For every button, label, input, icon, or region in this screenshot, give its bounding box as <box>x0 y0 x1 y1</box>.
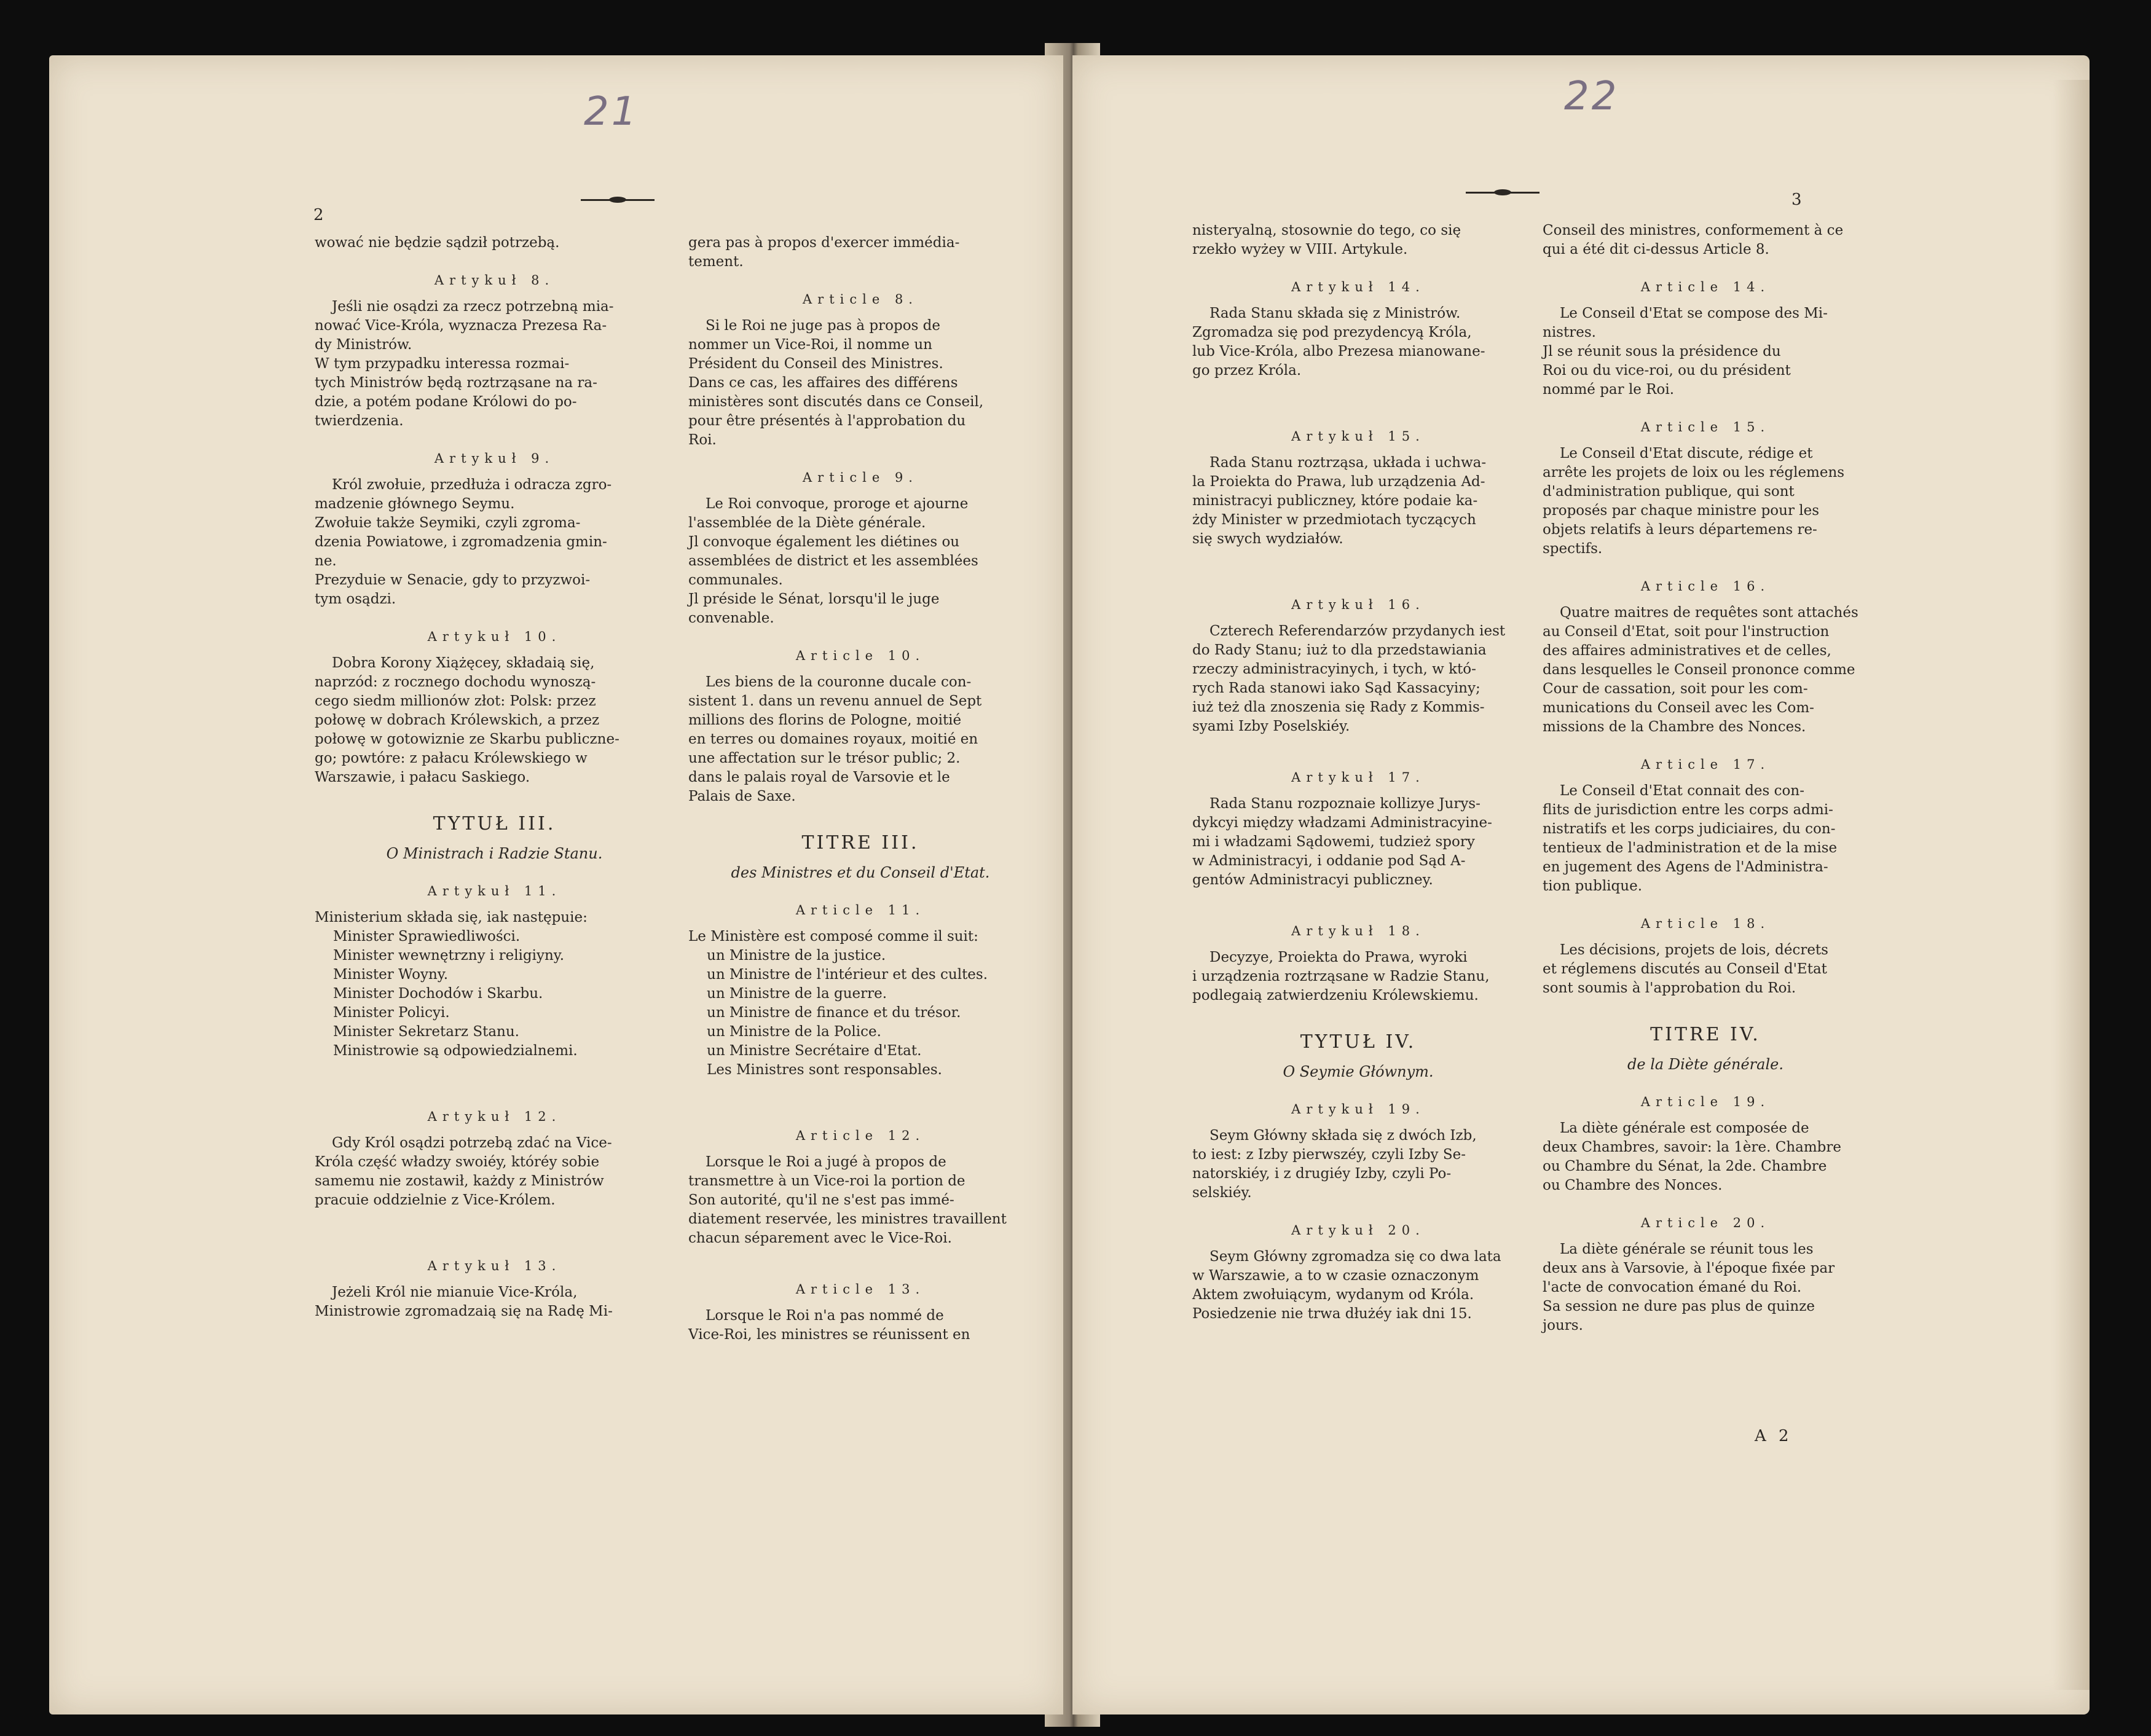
section-subtitle: O Ministrach i Radzie Stanu. <box>386 845 603 862</box>
text-line: rzeczy administracyinych, i tych, w któ- <box>1192 661 1476 677</box>
text-line: un Ministre de l'intérieur et des cultes. <box>707 967 988 983</box>
text-line: Les biens de la couronne ducale con- <box>706 674 972 690</box>
article-heading: Artykuł 9. <box>434 451 555 466</box>
text-line: iuż też dla znoszenia się Rady z Kommis- <box>1192 699 1485 715</box>
text-line: jours. <box>1543 1318 1583 1333</box>
text-line: Minister Policyi. <box>333 1005 450 1021</box>
page-edge <box>2053 80 2090 1690</box>
right-page <box>1072 55 2090 1714</box>
text-line: spectifs. <box>1543 541 1603 557</box>
text-line: Le Conseil d'Etat discute, rédige et <box>1560 446 1813 461</box>
text-line: Jl convoque également les diétines ou <box>688 534 960 550</box>
text-line: nommer un Vice-Roi, il nomme un <box>688 337 932 353</box>
text-line: des affaires administratives et de celles, <box>1543 643 1831 659</box>
article-body <box>1192 1126 1524 1203</box>
ornament-rule-left <box>581 197 655 203</box>
text-line: Minister Sprawiedliwości. <box>333 929 521 945</box>
text-line: Roi ou du vice-roi, ou du président <box>1543 363 1791 379</box>
text-line: un Ministre de la Police. <box>707 1024 881 1040</box>
text-line: i urządzenia roztrząsane w Radzie Stanu, <box>1192 968 1490 984</box>
text-line: nistratifs et les corps judiciaires, du con- <box>1543 821 1836 837</box>
article-heading: Article 17. <box>1640 757 1771 772</box>
text-line: l'assemblée de la Diète générale. <box>688 515 926 531</box>
text-line: Jl se réunit sous la présidence du <box>1543 344 1781 359</box>
text-line: Le Conseil d'Etat se compose des Mi- <box>1560 305 1828 321</box>
text-line: gera pas à propos d'exercer immédia- <box>688 235 960 251</box>
page-number-right: 3 <box>1791 190 1802 209</box>
text-line: La diète générale se réunit tous les <box>1560 1241 1814 1257</box>
article-heading: Article 14. <box>1640 280 1771 294</box>
section-title: TITRE IV. <box>1650 1024 1761 1045</box>
text-line: Le Conseil d'Etat connait des con- <box>1560 783 1804 799</box>
article-body <box>315 1134 674 1210</box>
text-line: flits de jurisdiction entre les corps admi- <box>1543 802 1833 818</box>
article-heading: Artykuł 12. <box>427 1109 562 1124</box>
text-line: mi i władzami Sądowemi, tudzież spory <box>1192 834 1475 850</box>
text-line: Le Roi convoque, proroge et ajourne <box>706 496 969 512</box>
article-body <box>1192 948 1524 1005</box>
text-line: ou Chambre du Sénat, la 2de. Chambre <box>1543 1158 1827 1174</box>
article-body <box>688 673 1032 806</box>
article-body <box>1543 1119 1868 1195</box>
article-body <box>688 495 1032 628</box>
text-line: La diète générale est composée de <box>1560 1120 1809 1136</box>
handwritten-folio-right: 22 <box>1564 74 1619 119</box>
text-line: dzie, a potém podane Królowi do po- <box>315 394 577 410</box>
article-body <box>1192 304 1524 380</box>
text-line: natorskiéy, i z drugiéy Izby, czyli Po- <box>1192 1166 1452 1182</box>
text-line: en jugement des Agens de l'Administra- <box>1543 859 1828 875</box>
text-line: au Conseil d'Etat, soit pour l'instruction <box>1543 624 1830 640</box>
article-heading: Article 16. <box>1640 579 1771 594</box>
text-line: Ministrowie zgromadzaią się na Radę Mi- <box>315 1303 613 1319</box>
text-line: un Ministre de la justice. <box>707 948 886 964</box>
text-line: Lorsque le Roi n'a pas nommé de <box>706 1308 944 1324</box>
article-body <box>1543 304 1868 399</box>
text-line: w Warszawie, a to w czasie oznaczonym <box>1192 1268 1479 1284</box>
article-body <box>688 316 1032 450</box>
text-line: rych Rada stanowi iako Sąd Kassacyiny; <box>1192 680 1481 696</box>
text-line: Minister Sekretarz Stanu. <box>333 1024 519 1040</box>
text-line: samemu nie zostawił, każdy z Ministrów <box>315 1173 604 1189</box>
text-line: qui a été dit ci-dessus Article 8. <box>1543 242 1769 257</box>
article-heading: Artykuł 11. <box>427 884 562 898</box>
article-body <box>1192 454 1524 549</box>
text-line: Jeśli nie osądzi za rzecz potrzebną mia- <box>332 299 614 315</box>
article-heading: Article 11. <box>795 903 926 917</box>
text-line: pracuie oddzielnie z Vice-Królem. <box>315 1192 556 1208</box>
text-line: un Ministre de la guerre. <box>707 986 887 1002</box>
text-line: Rada Stanu rozpoznaie kollizye Jurys- <box>1209 796 1481 812</box>
carryover-text: wować nie będzie sądził potrzebą. <box>315 235 560 251</box>
text-line: tentieux de l'administration et de la mise <box>1543 840 1838 856</box>
text-line: dzenia Powiatowe, i zgromadzenia gmin- <box>315 534 607 550</box>
text-line: Jeżeli Król nie mianuie Vice-Króla, <box>332 1284 578 1300</box>
text-line: Si le Roi ne juge pas à propos de <box>706 318 941 334</box>
text-line: tych Ministrów będą roztrząsane na ra- <box>315 375 597 391</box>
text-line: Minister Dochodów i Skarbu. <box>333 986 543 1002</box>
text-line: rzekło wyżey w VIII. Artykule. <box>1192 242 1408 257</box>
article-heading: Article 10. <box>795 648 926 663</box>
section-subtitle: O Seymie Głównym. <box>1283 1063 1434 1080</box>
page-number-left: 2 <box>313 206 324 224</box>
text-line: ministracyi publiczney, które podaie ka- <box>1192 493 1478 509</box>
polish-column-left <box>315 234 674 1321</box>
section-title: TITRE III. <box>801 832 919 854</box>
text-line: nistres. <box>1543 324 1596 340</box>
text-line: transmettre à un Vice-roi la portion de <box>688 1173 965 1189</box>
text-line: Prezyduie w Senacie, gdy to przyzwoi- <box>315 572 591 588</box>
text-line: Aktem zwołuiącym, wydanym od Króla. <box>1192 1287 1474 1303</box>
text-line: połowę w gotowiznie ze Skarbu publiczne- <box>315 731 619 747</box>
handwritten-folio-left: 21 <box>584 89 639 135</box>
text-line: W tym przypadku interessa rozmai- <box>315 356 570 372</box>
text-line: to iest: z Izby pierwszéy, czyli Izby Se- <box>1192 1147 1466 1163</box>
french-column-right <box>1543 221 1868 1335</box>
article-heading: Artykuł 20. <box>1291 1223 1425 1238</box>
text-line: arrête les projets de loix ou les réglemens <box>1543 465 1845 481</box>
text-line: Posiedzenie nie trwa dłużéy iak dni 15. <box>1192 1306 1472 1322</box>
article-heading: Artykuł 16. <box>1291 597 1425 612</box>
text-line: assemblées de district et les assemblées <box>688 553 978 569</box>
carryover-text <box>1192 221 1524 259</box>
text-line: Les décisions, projets de lois, décrets <box>1560 942 1828 958</box>
text-line: ministères sont discutés dans ce Conseil, <box>688 394 984 410</box>
text-line: Zgromadza się pod prezydencyą Króla, <box>1192 324 1472 340</box>
text-line: Palais de Saxe. <box>688 788 796 804</box>
text-line: selskiéy. <box>1192 1185 1252 1201</box>
text-line: go przez Króla. <box>1192 363 1302 379</box>
article-heading: Article 20. <box>1640 1216 1771 1230</box>
text-line: Rada Stanu roztrząsa, układa i uchwa- <box>1209 455 1487 471</box>
article-heading: Artykuł 13. <box>427 1259 562 1273</box>
article-body <box>688 1153 1032 1248</box>
article-body <box>315 654 674 787</box>
text-line: Son autorité, qu'il ne s'est pas immé- <box>688 1192 954 1208</box>
text-line: dans le palais royal de Varsovie et le <box>688 769 950 785</box>
article-body <box>1192 622 1524 736</box>
text-line: l'acte de convocation émané du Roi. <box>1543 1279 1802 1295</box>
text-line: Président du Conseil des Ministres. <box>688 356 943 372</box>
text-line: Quatre maitres de requêtes sont attachés <box>1560 605 1858 621</box>
text-line: proposés par chaque ministre pour les <box>1543 503 1820 519</box>
text-line: sont soumis à l'approbation du Roi. <box>1543 980 1796 996</box>
text-line: ne. <box>315 553 337 569</box>
article-body <box>688 1306 1032 1345</box>
article-heading: Artykuł 14. <box>1291 280 1425 294</box>
text-line: objets relatifs à leurs départemens re- <box>1543 522 1817 538</box>
article-heading: Artykuł 18. <box>1291 924 1425 938</box>
text-line: dykcyi między władzami Administracyine- <box>1192 815 1492 831</box>
text-line: Decyzye, Proiekta do Prawa, wyroki <box>1209 949 1468 965</box>
text-line: Minister Woyny. <box>333 967 449 983</box>
article-heading: Artykuł 15. <box>1291 429 1425 444</box>
minister-list <box>333 927 674 1061</box>
section-subtitle: des Ministres et du Conseil d'Etat. <box>731 864 990 881</box>
text-line: Seym Główny składa się z dwóch Izb, <box>1209 1128 1477 1144</box>
article-heading: Article 8. <box>803 292 918 307</box>
article-heading: Article 18. <box>1640 916 1771 931</box>
text-line: Lorsque le Roi a jugé à propos de <box>706 1154 946 1170</box>
article-body <box>1192 1247 1524 1324</box>
article-heading: Artykuł 8. <box>434 273 555 288</box>
text-line: Sa session ne dure pas plus de quinze <box>1543 1298 1815 1314</box>
text-line: twierdzenia. <box>315 413 404 429</box>
text-line: dans lesquelles le Conseil prononce comme <box>1543 662 1855 678</box>
section-title: TYTUŁ III. <box>433 813 556 835</box>
text-line: gentów Administracyi publiczney. <box>1192 872 1433 888</box>
text-line: Króla część władzy swoiéy, któréy sobie <box>315 1154 600 1170</box>
polish-column-right <box>1192 221 1524 1324</box>
article-body <box>1543 782 1868 896</box>
article-lead: Ministerium składa się, iak następuie: <box>315 909 588 925</box>
text-line: Warszawie, i pałacu Saskiego. <box>315 769 530 785</box>
text-line: lub Vice-Króla, albo Prezesa mianowane- <box>1192 344 1485 359</box>
text-line: Cour de cassation, soit pour les com- <box>1543 681 1808 697</box>
text-line: madzenie głównego Seymu. <box>315 496 515 512</box>
article-body <box>315 476 674 609</box>
article-heading: Article 12. <box>795 1128 926 1143</box>
text-line: w Administracyi, i oddanie pod Sąd A- <box>1192 853 1466 869</box>
text-line: et réglemens discutés au Conseil d'Etat <box>1543 961 1827 977</box>
article-heading: Article 19. <box>1640 1094 1771 1109</box>
text-line: Conseil des ministres, conformement à ce <box>1543 222 1844 238</box>
section-subtitle: de la Diète générale. <box>1627 1056 1783 1073</box>
text-line: go; powtóre: z pałacu Królewskiego w <box>315 750 588 766</box>
article-heading: Article 9. <box>803 470 918 485</box>
text-line: nommé par le Roi. <box>1543 382 1675 398</box>
text-line: Seym Główny zgromadza się co dwa lata <box>1209 1249 1501 1265</box>
text-line: Vice-Roi, les ministres se réunissent en <box>688 1327 970 1343</box>
article-heading: Artykuł 19. <box>1291 1102 1425 1117</box>
text-line: Dans ce cas, les affaires des différens <box>688 375 958 391</box>
text-line: missions de la Chambre des Nonces. <box>1543 719 1806 735</box>
text-line: Les Ministres sont responsables. <box>707 1062 942 1078</box>
article-body <box>1543 444 1868 559</box>
text-line: tement. <box>688 254 744 270</box>
text-line: Czterech Referendarzów przydanych iest <box>1209 623 1506 639</box>
text-line: pour être présentés à l'approbation du <box>688 413 966 429</box>
article-heading: Article 13. <box>795 1282 926 1297</box>
article-heading: Artykuł 10. <box>427 629 562 644</box>
text-line: ou Chambre des Nonces. <box>1543 1177 1723 1193</box>
article-body <box>315 297 674 431</box>
section-title: TYTUŁ IV. <box>1300 1031 1417 1053</box>
text-line: tym osądzi. <box>315 591 396 607</box>
text-line: en terres ou domaines royaux, moitié en <box>688 731 978 747</box>
text-line: syami Izby Poselskiéy. <box>1192 718 1350 734</box>
text-line: Rada Stanu składa się z Ministrów. <box>1209 305 1461 321</box>
article-body <box>1543 941 1868 998</box>
ornament-rule-right <box>1466 189 1540 195</box>
text-line: Minister wewnętrzny i religiyny. <box>333 948 565 964</box>
text-line: naprzód: z rocznego dochodu wynoszą- <box>315 674 596 690</box>
text-line: sistent 1. dans un revenu annuel de Sept <box>688 693 982 709</box>
text-line: żdy Minister w przedmiotach tyczących <box>1192 512 1476 528</box>
carryover-text <box>1543 221 1868 259</box>
text-line: chacun séparement avec le Vice-Roi. <box>688 1230 952 1246</box>
article-body <box>1192 795 1524 890</box>
left-page <box>49 55 1063 1714</box>
french-column-left <box>688 234 1032 1345</box>
text-line: Król zwołuie, przedłuża i odracza zgro- <box>332 477 612 493</box>
minister-list <box>707 946 1032 1080</box>
text-line: Zwołuie także Seymiki, czyli zgroma- <box>315 515 581 531</box>
text-line: diatement reservée, les ministres travaillent <box>688 1211 1007 1227</box>
article-body <box>1543 1240 1868 1335</box>
text-line: munications du Conseil avec les Com- <box>1543 700 1814 716</box>
text-line: Roi. <box>688 432 717 448</box>
text-line: Dobra Korony Xiążęcey, składaią się, <box>332 655 595 671</box>
text-line: Ministrowie są odpowiedzialnemi. <box>333 1043 578 1059</box>
text-line: połowę w dobrach Królewskich, a przez <box>315 712 600 728</box>
article-body <box>1543 603 1868 737</box>
text-line: un Ministre Secrétaire d'Etat. <box>707 1043 922 1059</box>
text-line: un Ministre de finance et du trésor. <box>707 1005 961 1021</box>
text-line: deux ans à Varsovie, à l'époque fixée par <box>1543 1260 1835 1276</box>
text-line: podlegaią zatwierdzeniu Królewskiemu. <box>1192 988 1479 1004</box>
text-line: deux Chambres, savoir: la 1ère. Chambre <box>1543 1139 1841 1155</box>
text-line: Jl préside le Sénat, lorsqu'il le juge <box>688 591 940 607</box>
text-line: do Rady Stanu; iuż to dla przedstawiania <box>1192 642 1487 658</box>
article-heading: Article 15. <box>1640 420 1771 434</box>
article-heading: Artykuł 17. <box>1291 770 1425 785</box>
article-body <box>315 1283 674 1321</box>
text-line: une affectation sur le trésor public; 2. <box>688 750 961 766</box>
text-line: convenable. <box>688 610 774 626</box>
text-line: communales. <box>688 572 783 588</box>
signature-mark: A 2 <box>1755 1427 1793 1445</box>
text-line: millions des florins de Pologne, moitié <box>688 712 962 728</box>
text-line: nować Vice-Króla, wyznacza Prezesa Ra- <box>315 318 607 334</box>
text-line: cego siedm millionów złot: Polsk: przez <box>315 693 596 709</box>
text-line: d'administration publique, qui sont <box>1543 484 1795 500</box>
text-line: tion publique. <box>1543 878 1642 894</box>
text-line: dy Ministrów. <box>315 337 412 353</box>
text-line: się swych wydziałów. <box>1192 531 1343 547</box>
text-line: la Proiekta do Prawa, lub urządzenia Ad- <box>1192 474 1485 490</box>
article-lead: Le Ministère est composé comme il suit: <box>688 929 978 945</box>
carryover-text <box>688 234 1032 272</box>
text-line: Gdy Król osądzi potrzebą zdać na Vice- <box>332 1135 612 1151</box>
text-line: nisteryalną, stosownie do tego, co się <box>1192 222 1461 238</box>
